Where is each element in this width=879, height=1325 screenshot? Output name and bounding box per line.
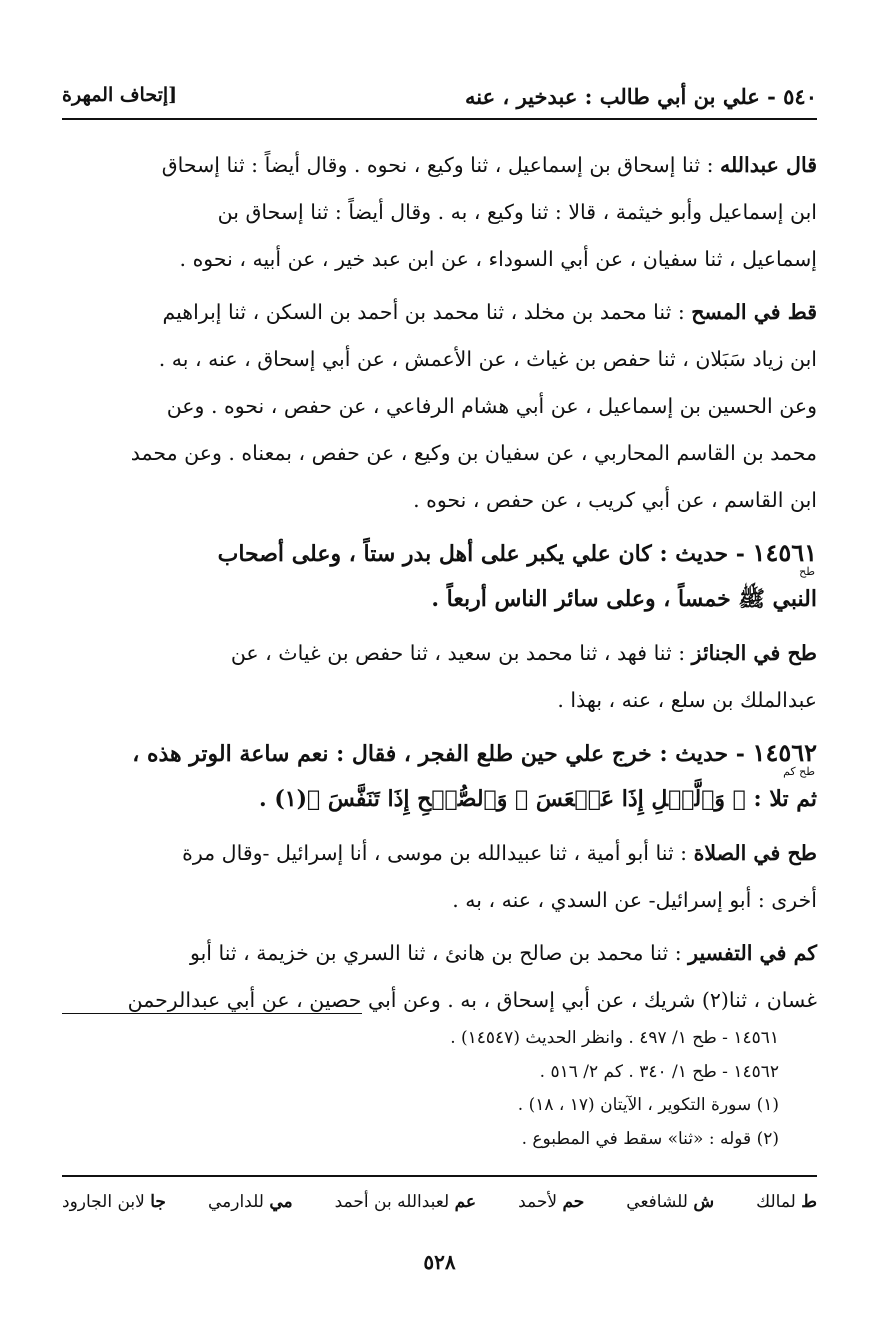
text-line: أخرى : أبو إسرائيل- عن السدي ، عنه ، به . [452, 888, 817, 912]
hadith-text: خرج علي حين طلع الفجر ، فقال : نعم ساعة الوتر هذه ، [132, 741, 652, 767]
running-title: ٥٤٠ - علي بن أبي طالب : عبدخير ، عنه [465, 84, 817, 109]
abbreviations-key [62, 1192, 817, 1222]
abbreviation-code: جا [150, 1192, 166, 1212]
footnote: (١) سورة التكوير ، الآيتان (١٧ ، ١٨) . [517, 1095, 779, 1115]
hadith-sigla: طح كم [783, 765, 815, 778]
text-line: ابن القاسم ، عن أبي كريب ، عن حفص ، نحوه . [413, 488, 817, 512]
footnote: (٢) قوله : «ثنا» سقط في المطبوع . [521, 1128, 779, 1149]
footnote: ١٤٥٦١ - طح ١/ ٤٩٧ . وانظر الحديث (١٤٥٤٧) . [450, 1028, 779, 1048]
hadith-label: - حديث : [651, 541, 753, 567]
footnote-divider [62, 1013, 362, 1014]
abbreviation-item [626, 1192, 714, 1222]
text-line: : ثنا إسحاق بن إسماعيل ، ثنا وكيع ، نحوه . وقال أيضاً : ثنا إسحاق [161, 153, 721, 177]
abbreviation-code: ش [693, 1192, 715, 1212]
source-lead: طح في الجنائز [691, 641, 817, 665]
paragraph-tah-salat [62, 830, 817, 924]
abbreviation-code: مي [269, 1192, 293, 1212]
abbreviation-item [756, 1192, 817, 1222]
abbreviation-item [208, 1192, 293, 1222]
text-line: غسان ، ثنا(٢) شريك ، عن أبي إسحاق ، به . وعن أبي حصين ، عن أبي عبدالرحمن [127, 988, 817, 1012]
text-line: ابن زياد سَبَلان ، ثنا حفص بن غياث ، عن الأعمش ، عن أبي إسحاق ، عنه ، به . [158, 347, 817, 371]
main-text [62, 142, 817, 1030]
hadith-14561 [62, 530, 817, 622]
text-line: إسماعيل ، ثنا سفيان ، عن أبي السوداء ، عن ابن عبد خير ، عن أبيه ، نحوه . [179, 247, 817, 271]
hadith-number-text: ١٤٥٦٢ [752, 738, 817, 767]
source-lead: طح في الصلاة [693, 841, 817, 865]
paragraph-abdullah [62, 142, 817, 283]
hadith-text: كان علي يكبر على أهل بدر ستاً ، وعلى أصحاب [217, 541, 652, 567]
paragraph-km-tafsir [62, 930, 817, 1024]
abbreviation-name: للدارمي [207, 1192, 270, 1212]
footnotes [62, 1022, 779, 1156]
abbreviation-name: لعبدالله بن أحمد [334, 1192, 455, 1212]
abbreviation-item [335, 1192, 476, 1222]
hadith-14562 [62, 730, 817, 822]
text-line: : ثنا محمد بن مخلد ، ثنا محمد بن أحمد بن السكن ، ثنا إبراهيم [162, 300, 692, 324]
abbreviations-divider [62, 1175, 817, 1177]
source-lead: كم في التفسير [688, 941, 817, 965]
book-title: [إتحاف المهرة [62, 84, 178, 106]
text-line: وعن الحسين بن إسماعيل ، عن أبي هشام الرفاعي ، عن حفص ، نحوه . وعن [166, 394, 817, 418]
abbreviation-item [518, 1192, 584, 1222]
source-lead: قال عبدالله [720, 153, 817, 177]
hadith-number [752, 738, 817, 778]
hadith-text: النبي ﷺ خمساً ، وعلى سائر الناس أربعاً . [431, 586, 817, 612]
abbreviation-code: عم [454, 1192, 477, 1212]
hadith-number-text: ١٤٥٦١ [752, 538, 817, 567]
hadith-text: ثم تلا : ﴿ وَٱلَّيۡلِ إِذَا عَسۡعَسَ ۞ وَٱلصُّبۡحِ إِذَا تَنَفَّسَ ﴾(١) . [259, 786, 817, 812]
abbreviation-name: لابن الجارود [62, 1192, 151, 1212]
footnote: ١٤٥٦٢ - طح ١/ ٣٤٠ . كم ٢/ ٥١٦ . [539, 1061, 779, 1082]
text-line: محمد بن القاسم المحاربي ، عن سفيان بن وكيع ، عن حفص ، بمعناه . وعن محمد [130, 441, 817, 465]
abbreviation-code: ط [801, 1192, 817, 1212]
abbreviation-name: لمالك [756, 1192, 802, 1212]
source-lead: قط في المسح [691, 300, 817, 324]
running-header [62, 82, 817, 120]
paragraph-tah-janaiz [62, 630, 817, 724]
text-line: عبدالملك بن سلع ، عنه ، بهذا . [557, 688, 817, 712]
hadith-sigla: طح [799, 565, 815, 578]
hadith-label: - حديث : [651, 741, 753, 767]
abbreviation-item [62, 1192, 166, 1222]
text-line: : ثنا فهد ، ثنا محمد بن سعيد ، ثنا حفص بن غياث ، عن [230, 641, 692, 665]
paragraph-qt [62, 289, 817, 524]
text-line: : ثنا محمد بن صالح بن هانئ ، ثنا السري بن خزيمة ، ثنا أبو [189, 941, 689, 965]
page-number: ٥٢٨ [423, 1250, 456, 1274]
text-line: : ثنا أبو أمية ، ثنا عبيدالله بن موسى ، أنا إسرائيل -وقال مرة [182, 841, 694, 865]
abbreviation-name: لأحمد [518, 1192, 563, 1212]
abbreviation-code: حم [562, 1192, 585, 1212]
hadith-number [752, 538, 817, 578]
text-line: ابن إسماعيل وأبو خيثمة ، قالا : ثنا وكيع ، به . وقال أيضاً : ثنا إسحاق بن [217, 200, 817, 224]
abbreviation-name: للشافعي [626, 1192, 694, 1212]
